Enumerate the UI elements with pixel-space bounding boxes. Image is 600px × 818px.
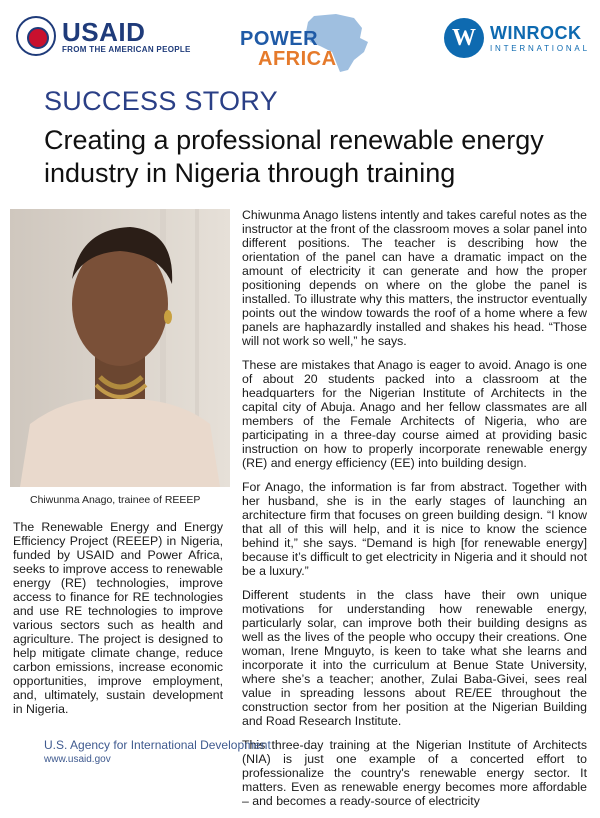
body-paragraph-4: Different students in the class have their own unique motivations for understanding how renewable energy, particularly solar, can improve both their building designs as well as the lives of the people who occupy their creations. One woman, Irene Mnguyto, is keen to take what she learns and incorporate it into the curriculum at Benue State University, where she’s a teacher; another, Zulai Baba-Givei, sees real value in spreading lessons about RE/EE throughout the construction sector from her position at the Nigerian Building and Road Research Institute.: [242, 588, 587, 728]
usaid-logo: [16, 16, 191, 56]
sidebar-project-summary: The Renewable Energy and Energy Efficiency Project (REEEP) in Nigeria, funded by USAID and Power Africa, seeks to improve access to renewable energy (RE) technologies, improve access to finance for RE technologies and use RE technologies to improve various sectors such as health and agriculture. The project is designed to help mitigate climate change, reduce carbon emissions, increase economic opportunities, improve employment, and, ultimately, sustain development in Nigeria.: [13, 520, 223, 716]
portrait-image: [10, 209, 230, 487]
winrock-logo: [444, 18, 590, 58]
footer-agency: U.S. Agency for International Development: [44, 738, 271, 752]
body-paragraph-1: Chiwunma Anago listens intently and takes careful notes as the instructor at the front of the classroom moves a solar panel into different positions. The teacher is describing how the orientation of the panel can have a dramatic impact on the amount of electricity it can generate and how the proper positioning depends on where on the globe the panel is installed. To illustrate why this matters, the instructor eventually points out the window towards the roof of a home where a few panels are haphazardly installed and shakes his head. “Those will not work so well,” he says.: [242, 208, 587, 348]
photo-caption: Chiwunma Anago, trainee of REEEP: [30, 494, 201, 506]
winrock-badge-icon: W: [444, 18, 484, 58]
usaid-seal-icon: [16, 16, 56, 56]
story-body: [242, 208, 587, 818]
logo-bar: [0, 0, 600, 80]
winrock-subtitle: INTERNATIONAL: [490, 43, 590, 53]
page-title: Creating a professional renewable energy industry in Nigeria through training: [44, 125, 544, 188]
footer: [44, 738, 271, 765]
power-africa-line2: AFRICA: [258, 48, 337, 70]
body-paragraph-2: These are mistakes that Anago is eager to avoid. Anago is one of about 20 students packed into a classroom at the headquarters for the Nigerian Institute of Architects in the capital city of Abuja. Anago and her fellow classmates are all members of the Female Architects of Nigeria, who are participating in a three-day course aimed at providing basic instruction on how to properly incorporate renewable energy (RE) and energy efficiency (EE) into building design.: [242, 358, 587, 470]
winrock-name: WINROCK: [490, 22, 582, 43]
power-africa-logo: [236, 12, 376, 74]
usaid-name: USAID: [62, 16, 146, 47]
success-story-kicker: SUCCESS STORY: [44, 86, 278, 116]
usaid-tagline: FROM THE AMERICAN PEOPLE: [62, 44, 191, 54]
power-africa-line1: POWER: [240, 28, 319, 50]
trainee-photo: [10, 209, 230, 487]
body-paragraph-3: For Anago, the information is far from abstract. Together with her husband, she is in the early stages of launching an architecture firm that focuses on green building design. “I know that all of this will help, and it is nice to know the science behind it,” she says. “Demand is high [for renewable energy] because it’s difficult to get electricity in Nigeria and it should not be a luxury.”: [242, 480, 587, 578]
footer-url[interactable]: www.usaid.gov: [44, 754, 111, 765]
body-paragraph-5: This three-day training at the Nigerian Institute of Architects (NIA) is just one example of a concerted effort to professionalize the country's renewable energy sector. It matters. Even as renewable energy becomes more affordable – and becomes a ready-source of electricity: [242, 738, 587, 808]
